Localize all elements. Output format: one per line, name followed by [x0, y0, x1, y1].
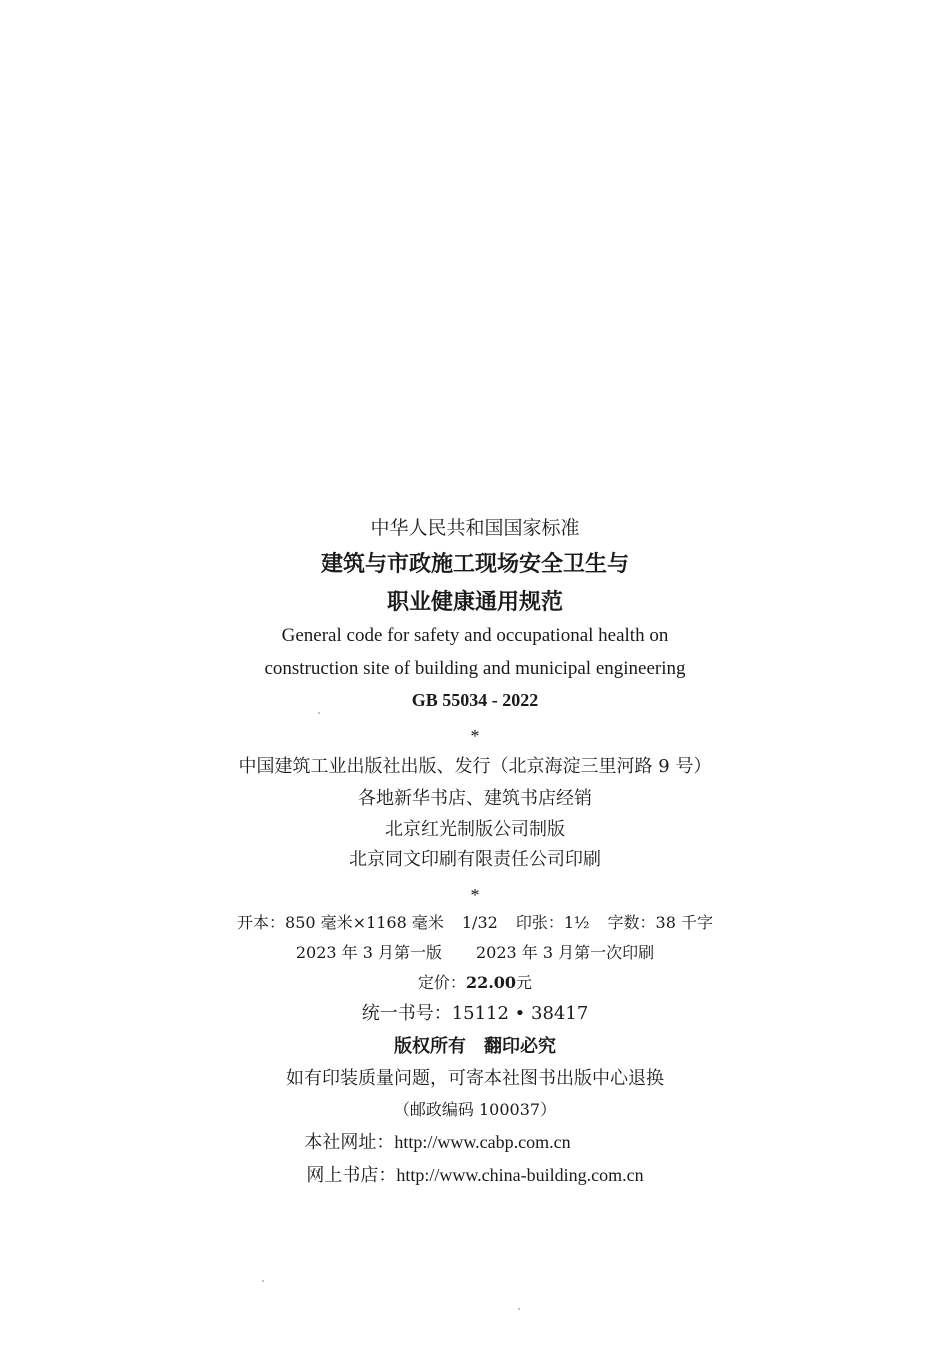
plate-maker-line: 北京红光制版公司制版 — [385, 819, 565, 840]
isbn-line: 统一书号：15112 • 38417 — [361, 1003, 589, 1024]
website-link[interactable]: http://www.cabp.com.cn — [394, 1132, 571, 1152]
scan-speck — [318, 712, 320, 714]
rights-line — [0, 1038, 950, 1056]
standard-code: GB 55034 - 2022 — [411, 690, 539, 710]
edition-line — [0, 945, 950, 961]
publisher-line: 中国建筑工业出版社出版、发行（北京海淀三里河路 9 号） — [238, 756, 712, 777]
separator-star: * — [470, 726, 480, 746]
format-sheets: 印张：1½ — [515, 913, 590, 932]
no-reprint: 翻印必究 — [484, 1036, 556, 1057]
format-words: 字数：38 千字 — [607, 913, 713, 932]
bookstore-link[interactable]: http://www.china-building.com.cn — [396, 1165, 644, 1185]
website-line — [0, 1133, 950, 1152]
format-line — [0, 915, 950, 931]
title-en-line2: construction site of building and municipal engineering — [264, 658, 686, 679]
rights-reserved: 版权所有 — [394, 1036, 466, 1057]
title-en-line1: General code for safety and occupational health on — [281, 625, 669, 646]
postal-code: （邮政编码 100037） — [393, 1100, 557, 1119]
standard-type: 中华人民共和国国家标准 — [370, 517, 580, 539]
first-edition: 2023 年 3 月第一版 — [295, 943, 442, 962]
website-label: 本社网址： — [304, 1132, 395, 1153]
price-unit: 元 — [516, 973, 533, 992]
scan-speck — [518, 1308, 520, 1310]
bookstore-label: 网上书店： — [306, 1165, 397, 1186]
separator-star: * — [470, 885, 480, 905]
title-cn-line1: 建筑与市政施工现场安全卫生与 — [320, 552, 629, 577]
price-line — [0, 975, 950, 991]
bookstore-line — [0, 1166, 950, 1185]
printer-line: 北京同文印刷有限责任公司印刷 — [349, 849, 601, 870]
title-cn-line2: 职业健康通用规范 — [386, 590, 563, 615]
distribution-line: 各地新华书店、建筑书店经销 — [358, 788, 592, 809]
price-value: 22.00 — [465, 973, 517, 992]
return-notice: 如有印装质量问题，可寄本社图书出版中心退换 — [286, 1068, 664, 1089]
first-print: 2023 年 3 月第一次印刷 — [476, 943, 655, 962]
format-folio: 1/32 — [461, 913, 498, 932]
price-label: 定价： — [417, 973, 466, 992]
scan-speck — [262, 1280, 264, 1282]
format-size: 开本：850 毫米×1168 毫米 — [237, 913, 444, 932]
